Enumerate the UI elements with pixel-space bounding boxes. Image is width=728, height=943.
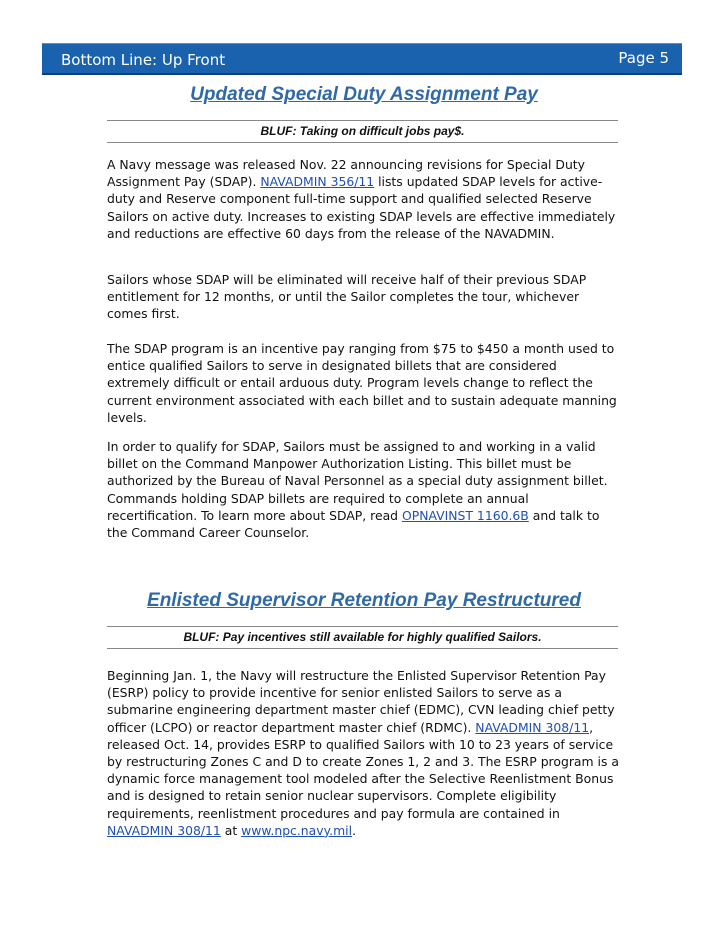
divider (107, 120, 618, 121)
paragraph (107, 156, 622, 242)
navadmin-308-link[interactable]: NAVADMIN 308/11 (475, 719, 590, 735)
paragraph: Sailors whose SDAP will be eliminated will receive half of their previous SDAP entitlement for 12 months, or until the Sailor completes the tour, whichever comes first. (107, 272, 587, 322)
text: and talk to the Command Career Counselor. (107, 507, 600, 541)
navadmin-308-link[interactable]: NAVADMIN 308/11 (107, 822, 221, 838)
opnavinst-link[interactable]: OPNAVINST 1160.6B (401, 507, 529, 523)
page-number: Page 5 (618, 49, 669, 67)
divider (107, 626, 618, 627)
article-title-esrp: Enlisted Supervisor Retention Pay Restructured (147, 590, 581, 611)
navadmin-356-link[interactable]: NAVADMIN 356/11 (260, 174, 375, 190)
npc-website-link[interactable]: www.npc.navy.mil (241, 822, 353, 838)
text: . (352, 822, 357, 838)
paragraph (107, 667, 622, 839)
divider (107, 142, 618, 143)
section-title: Bottom Line: Up Front (61, 51, 226, 69)
divider (107, 648, 618, 649)
text: at (220, 822, 242, 838)
text: Beginning Jan. 1, the Navy will restructure the Enlisted Supervisor Retention Pay (ESRP) policy to provide incentive for senior enlisted Sailors to serve as a submarine engineering department master chief (EDMC), CVN leading chief petty officer (LCPO) or reactor department master chief (RDMC). (107, 668, 615, 735)
paragraph: The SDAP program is an incentive pay ranging from $75 to $450 a month used to entice qualified Sailors to serve in designated billets that are considered extremely difficult or entail arduous duty. Program levels change to reflect the current environment associated with each billet and to sustain adequate manning levels. (107, 341, 617, 425)
page-header-bar (42, 43, 682, 75)
text: , released Oct. 14, provides ESRP to qualified Sailors with 10 to 23 years of service by restructuring Zones C and D to create Zones 1, 2 and 3. The ESRP program is a dynamic force management tool modeled after the Selective Reenlistment Bonus and is designed to retain senior nuclear supervisors. Complete eligibility requirements, reenlistment procedures and pay formula are contained in (107, 719, 619, 821)
text: A Navy message was released Nov. 22 announcing revisions for Special Duty Assignment Pay (SDAP). (107, 157, 586, 190)
paragraph (107, 438, 622, 541)
article-title-sdap: Updated Special Duty Assignment Pay (190, 84, 538, 105)
bluf-esrp: BLUF: Pay incentives still available for highly qualified Sailors. (183, 630, 542, 644)
bluf-sdap: BLUF: Taking on difficult jobs pay$. (260, 124, 465, 138)
text: In order to qualify for SDAP, Sailors must be assigned to and working in a valid billet on the Command Manpower Authorization Listing. This billet must be authorized by the Bureau of Naval Personnel as a special duty assignment billet. Commands holding SDAP billets are required to complete an annual recertification. To learn more about SDAP, read (107, 439, 608, 523)
text: lists updated SDAP levels for active-duty and Reserve component full-time support and qualified selected Reserve Sailors on active duty. Increases to existing SDAP levels are effective immediately and reductions are effective 60 days from the release of the NAVADMIN. (107, 174, 616, 241)
